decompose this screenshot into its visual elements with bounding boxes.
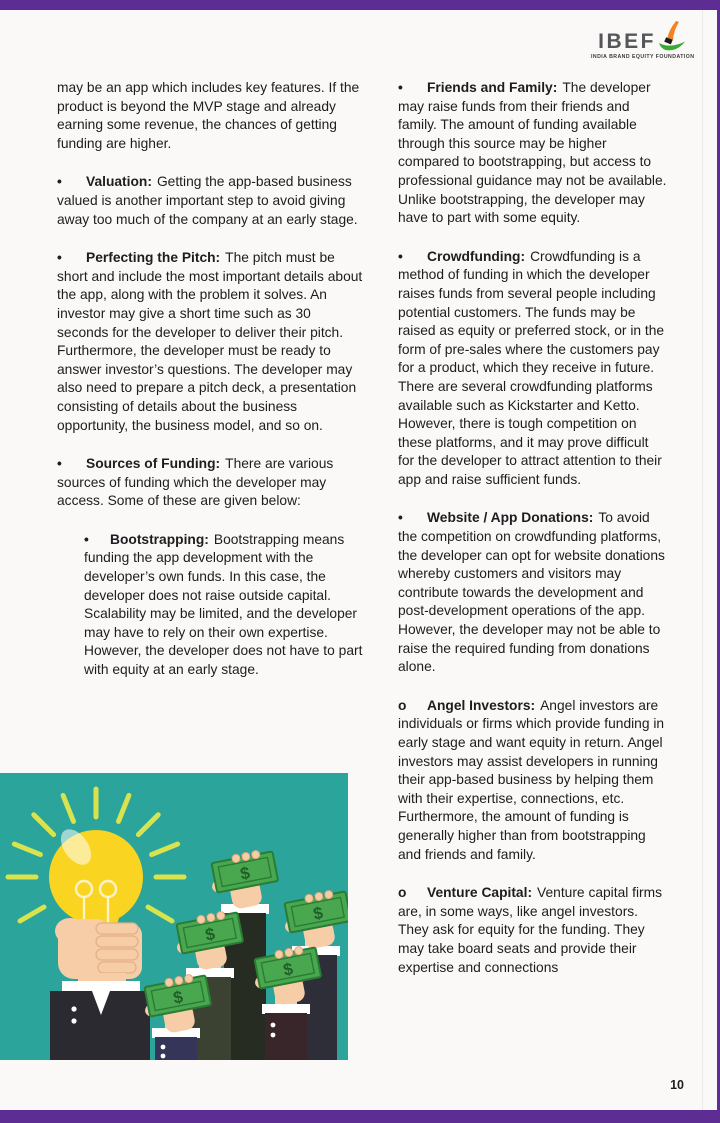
bullet-label: Website / App Donations: <box>427 510 594 526</box>
paintbrush-icon <box>657 20 687 54</box>
bullet-marker: o <box>398 697 407 713</box>
bullet-angel-investors <box>398 697 667 864</box>
dollar-sign: $ <box>311 903 325 924</box>
left-text-column <box>57 79 364 700</box>
ibef-logo <box>591 20 695 60</box>
holding-hand <box>55 918 142 987</box>
bullet-label: Perfecting the Pitch: <box>86 250 221 266</box>
bullet-marker: • <box>398 510 403 526</box>
bullet-text: Bootstrapping means funding the app development with the developer’s own funds. In this case, the developer does not raise outside capital. Scalability may be limited, and the developer may have to rely on their own expertise. However, the developer does not have to part with equity at an early stage. <box>84 531 363 678</box>
bullet-text: Angel investors are individuals or firms which provide funding in early stage and want equity in return. Angel investors may assist developers in running their app-based business by helping them with their expertise, connections, etc. Furthermore, the amount of funding is generally higher than from bootstrapping and friends and family. <box>398 697 665 862</box>
top-accent-bar <box>0 0 720 10</box>
ibef-logo-text: IBEF <box>598 30 656 53</box>
bullet-label: Crowdfunding: <box>427 248 526 264</box>
bullet-marker: • <box>398 248 403 264</box>
dollar-sign: $ <box>171 987 185 1008</box>
bullet-friends-and-family <box>398 79 667 228</box>
bullet-marker: • <box>57 456 62 472</box>
ibef-logo-tagline: INDIA BRAND EQUITY FOUNDATION <box>591 54 695 60</box>
bullet-marker: • <box>398 80 403 95</box>
bullet-label: Venture Capital: <box>427 885 533 901</box>
bullet-website-app-donations <box>398 509 667 676</box>
dollar-sign: $ <box>281 959 295 980</box>
bullet-label: Friends and Family: <box>427 80 558 95</box>
bullet-marker: o <box>398 885 407 901</box>
bullet-valuation <box>57 173 364 229</box>
bullet-perfecting-the-pitch <box>57 249 364 435</box>
bottom-accent-bar <box>0 1110 720 1123</box>
bullet-marker: • <box>57 250 62 266</box>
bullet-text: Venture capital firms are, in some ways, like angel investors. They ask for equity for the funding. They may take board seats and provide their expertise and connections <box>398 885 663 975</box>
bullet-text: The developer may raise funds from their friends and family. The amount of funding available through this source may be higher compared to bootstrapping, but access to professional guidance may not be available. Unlike bootstrapping, the developer may have to part with some equity. <box>398 80 667 226</box>
right-text-column <box>398 79 667 997</box>
bullet-label: Angel Investors: <box>427 697 536 713</box>
bullet-label: Sources of Funding: <box>86 456 221 472</box>
dollar-sign: $ <box>238 863 252 884</box>
dollar-sign: $ <box>203 924 217 945</box>
bullet-sources-of-funding <box>57 455 364 511</box>
bullet-crowdfunding <box>398 248 667 490</box>
bullet-text: To avoid the competition on crowdfunding platforms, the developer can opt for website donations whereby customers and visitors may contribute towards the development and post-development operations of the app. However, the developer may not be able to raise the required funding from donations alone. <box>398 510 665 675</box>
bullet-text: There are various sources of funding which the developer may access. Some of these are given below: <box>57 456 334 509</box>
bullet-label: Valuation: <box>86 174 152 190</box>
paragraph-intro <box>57 79 364 153</box>
bullet-bootstrapping <box>84 531 364 680</box>
paragraph-text: may be an app which includes key features. If the product is beyond the MVP stage and already earning some revenue, the chances of getting funding are higher. <box>57 80 360 151</box>
crowdfunding-illustration <box>0 773 348 1060</box>
bullet-text: Getting the app-based business valued is another important step to avoid giving away too much of the company at an early stage. <box>57 174 358 227</box>
suit-arm <box>50 981 150 1060</box>
page-margin-line <box>702 10 703 1110</box>
bullet-text: Crowdfunding is a method of funding in which the developer raises funds from several people including potential customers. The funds may be raised as equity or preferred stock, or in the form of pre-sales where the customers pay for a product, which they receive in future. There are several crowdfunding platforms available such as Kickstarter and Ketto. However, there is tough competition on these platforms, and it may prove difficult for the developer to attract attention to their app and raise sufficient funds. <box>398 248 665 487</box>
bullet-label: Bootstrapping: <box>110 531 209 547</box>
bullet-marker: • <box>57 174 62 190</box>
bullet-venture-capital <box>398 884 667 977</box>
page-number: 10 <box>670 1078 684 1092</box>
bullet-text: The pitch must be short and include the most important details about the app, along with the problem it solves. An investor may give a short time such as 30 seconds for the developer to deliver their pitch. Furthermore, the developer must be ready to answer investor’s questions. The developer may also need to prepare a pitch deck, a presentation consisting of details about the business opportunity, the business model, and so on. <box>57 250 363 433</box>
bullet-marker: • <box>84 531 89 547</box>
